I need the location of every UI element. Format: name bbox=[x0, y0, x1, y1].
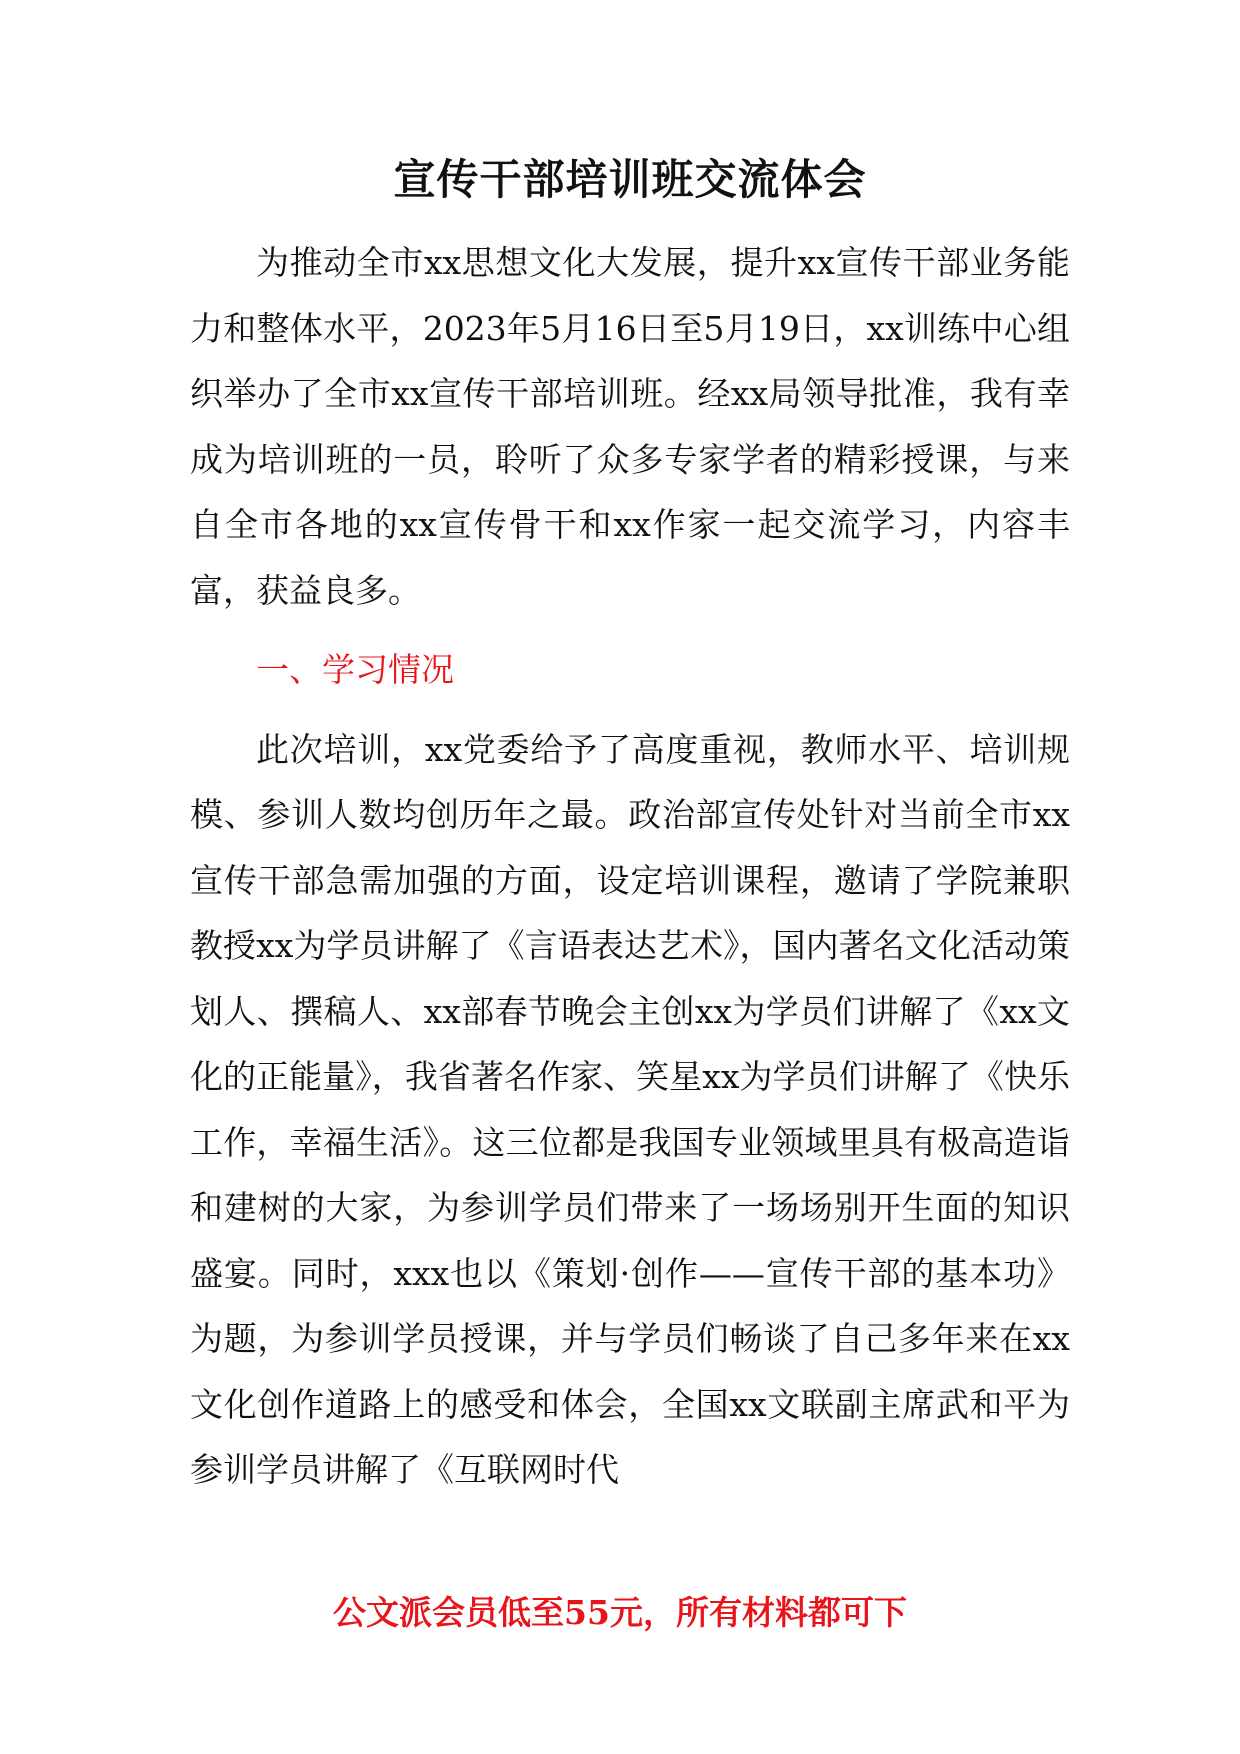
section-paragraph: 此次培训，xx党委给予了高度重视，教师水平、培训规模、参训人数均创历年之最。政治部宣传处针对当前全市xx宣传干部急需加强的方面，设定培训课程，邀请了学院兼职教授xx为学员讲解了《言语表达艺术》，国内著名文化活动策划人、撰稿人、xx部春节晚会主创xx为学员们讲解了《xx文化的正能量》，我省著名作家、笑星xx为学员们讲解了《快乐工作，幸福生活》。这三位都是我国专业领域里具有极高造诣和建树的大家，为参训学员们带来了一场场别开生面的知识盛宴。同时，xxx也以《策划·创作——宣传干部的基本功》为题，为参训学员授课，并与学员们畅谈了自己多年来在xx文化创作道路上的感受和体会，全国xx文联副主席武和平为参训学员讲解了《互联网时代 bbox=[190, 729, 1070, 1489]
section-heading: 一、学习情况 bbox=[256, 650, 454, 689]
document-title: 宣传干部培训班交流体会 bbox=[393, 155, 867, 204]
promo-footer: 公文派会员低至55元，所有材料都可下 bbox=[333, 1593, 907, 1632]
intro-paragraph: 为推动全市xx思想文化大发展，提升xx宣传干部业务能力和整体水平，2023年5月16日至5月19日，xx训练中心组织举办了全市xx宣传干部培训班。经xx局领导批准，我有幸成为培训班的一员，聆听了众多专家学者的精彩授课，与来自全市各地的xx宣传骨干和xx作家一起交流学习，内容丰富，获益良多。 bbox=[190, 243, 1070, 610]
document-page bbox=[190, 150, 1070, 1503]
